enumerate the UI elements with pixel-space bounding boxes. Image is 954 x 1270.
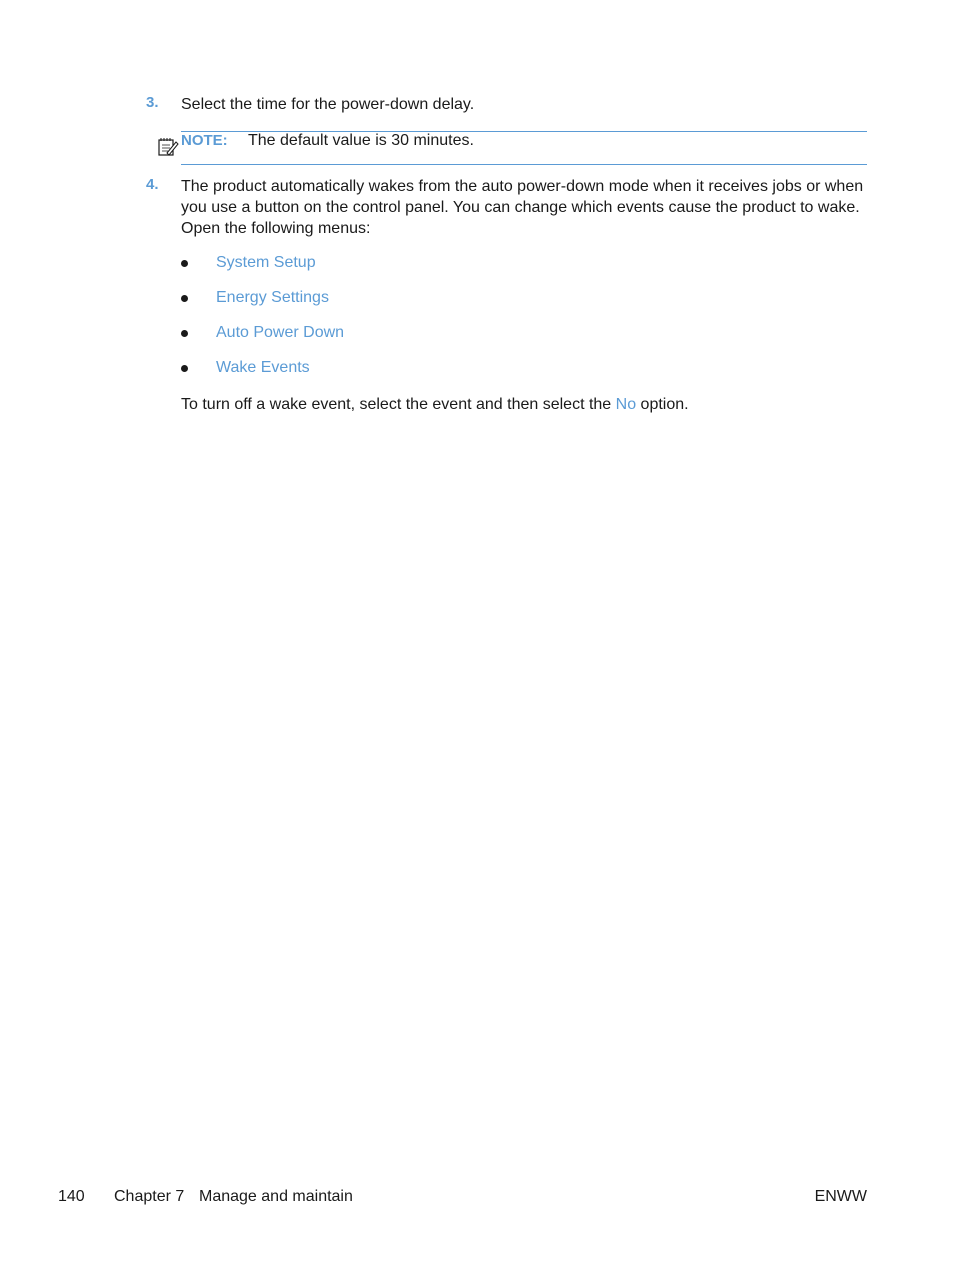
menu-wake-events: Wake Events: [216, 359, 310, 376]
wake-off-text-after: option.: [636, 396, 689, 413]
note-pad-icon: [157, 135, 179, 157]
step-number-4: 4.: [146, 176, 159, 193]
step-text-4: The product automatically wakes from the auto power-down mode when it receives jobs or when you use a button on the control panel. You can change which events cause the product to wake. Open the following menus:: [181, 178, 864, 237]
menu-auto-power-down: Auto Power Down: [216, 324, 345, 341]
doc-code: ENWW: [814, 1188, 867, 1205]
chapter-title: Manage and maintain: [199, 1188, 353, 1205]
note-label: NOTE:: [181, 132, 228, 149]
wake-off-text-before: To turn off a wake event, select the event and then select the: [181, 396, 616, 413]
step-number-3: 3.: [146, 94, 159, 111]
page-number: 140: [58, 1188, 85, 1205]
page-footer: [58, 1188, 867, 1210]
bullet-icon: [181, 330, 188, 337]
step-text-3: Select the time for the power-down delay.: [181, 96, 475, 113]
no-option-label: No: [615, 396, 637, 413]
menu-system-setup: System Setup: [216, 254, 316, 271]
wake-off-instruction: [181, 394, 689, 415]
chapter-label: Chapter 7: [114, 1188, 185, 1205]
note-box: [181, 131, 867, 165]
bullet-icon: [181, 295, 188, 302]
note-text: The default value is 30 minutes.: [248, 132, 474, 149]
menu-energy-settings: Energy Settings: [216, 289, 329, 306]
bullet-icon: [181, 365, 188, 372]
bullet-icon: [181, 260, 188, 267]
